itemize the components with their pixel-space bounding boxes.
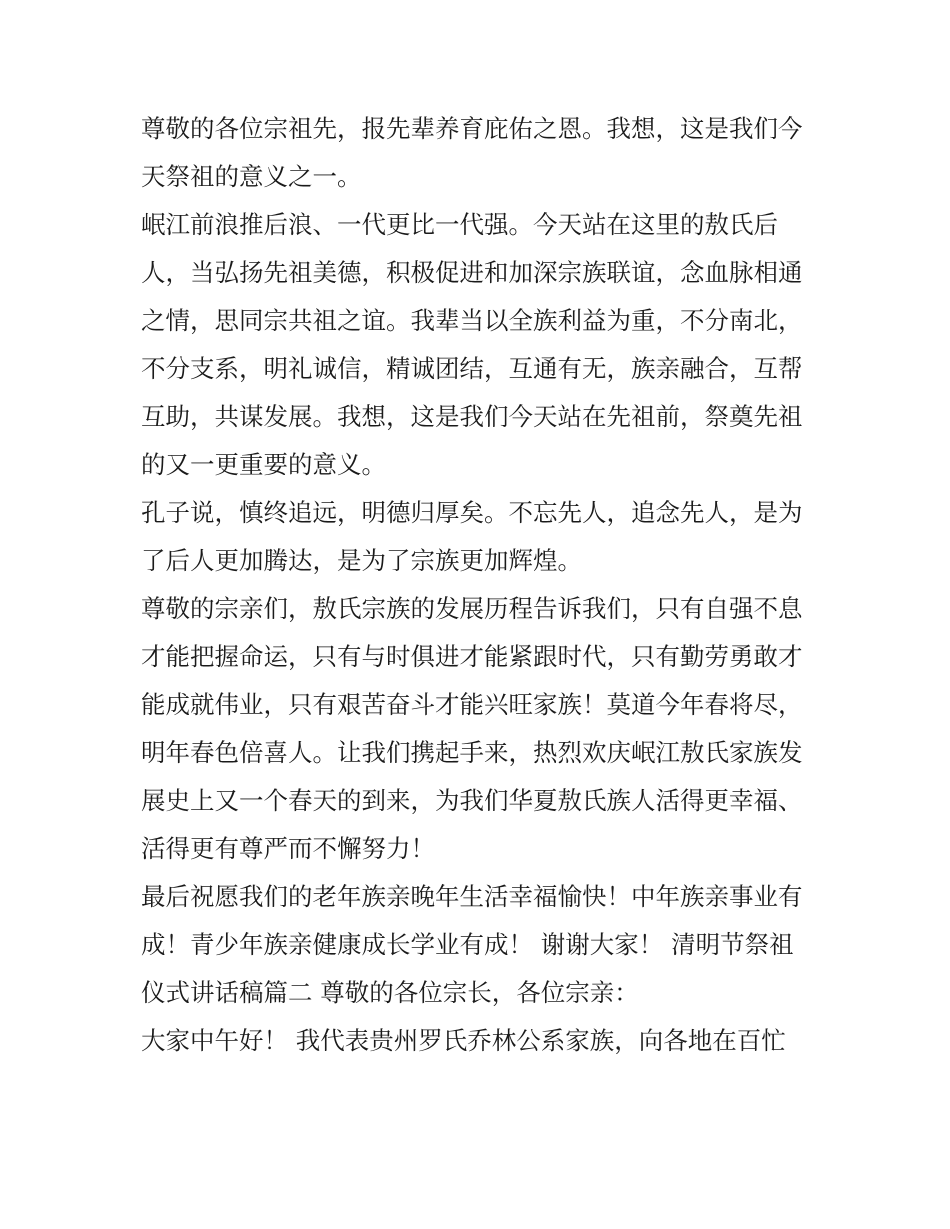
text-line: 的又一更重要的意义。 <box>141 450 386 479</box>
text-line: 互助，共谋发展。我想，这是我们今天站在先祖前，祭奠先祖 <box>141 402 803 431</box>
text-line: 展史上又一个春天的到来，为我们华夏敖氏族人活得更幸福、 <box>141 786 803 815</box>
text-line: 了后人更加腾达，是为了宗族更加辉煌。 <box>141 546 582 575</box>
text-line: 成！青少年族亲健康成长学业有成！ 谢谢大家！ 清明节祭祖 <box>141 930 794 959</box>
text-line: 人，当弘扬先祖美德，积极促进和加深宗族联谊，念血脉相通 <box>141 258 803 287</box>
text-line: 尊敬的各位宗祖先，报先辈养育庇佑之恩。我想，这是我们今 <box>141 114 803 143</box>
text-line: 仪式讲话稿篇二 尊敬的各位宗长，各位宗亲： <box>141 978 639 1007</box>
text-line: 尊敬的宗亲们，敖氏宗族的发展历程告诉我们，只有自强不息 <box>141 594 803 623</box>
text-line: 不分支系，明礼诚信，精诚团结，互通有无，族亲融合，互帮 <box>141 354 803 383</box>
text-line: 大家中午好！ 我代表贵州罗氏乔林公系家族，向各地在百忙 <box>141 1026 786 1055</box>
text-line: 活得更有尊严而不懈努力！ <box>141 834 435 863</box>
text-line: 岷江前浪推后浪、一代更比一代强。今天站在这里的敖氏后 <box>141 210 778 239</box>
text-line: 孔子说，慎终追远，明德归厚矣。不忘先人，追念先人，是为 <box>141 498 803 527</box>
text-line: 天祭祖的意义之一。 <box>141 162 362 191</box>
document-body <box>141 105 821 1065</box>
text-line: 之情，思同宗共祖之谊。我辈当以全族利益为重，不分南北， <box>141 306 803 335</box>
text-line: 能成就伟业，只有艰苦奋斗才能兴旺家族！莫道今年春将尽， <box>141 690 803 719</box>
text-line: 才能把握命运，只有与时俱进才能紧跟时代，只有勤劳勇敢才 <box>141 642 803 671</box>
text-line: 最后祝愿我们的老年族亲晚年生活幸福愉快！中年族亲事业有 <box>141 882 803 911</box>
text-line: 明年春色倍喜人。让我们携起手来，热烈欢庆岷江敖氏家族发 <box>141 738 803 767</box>
